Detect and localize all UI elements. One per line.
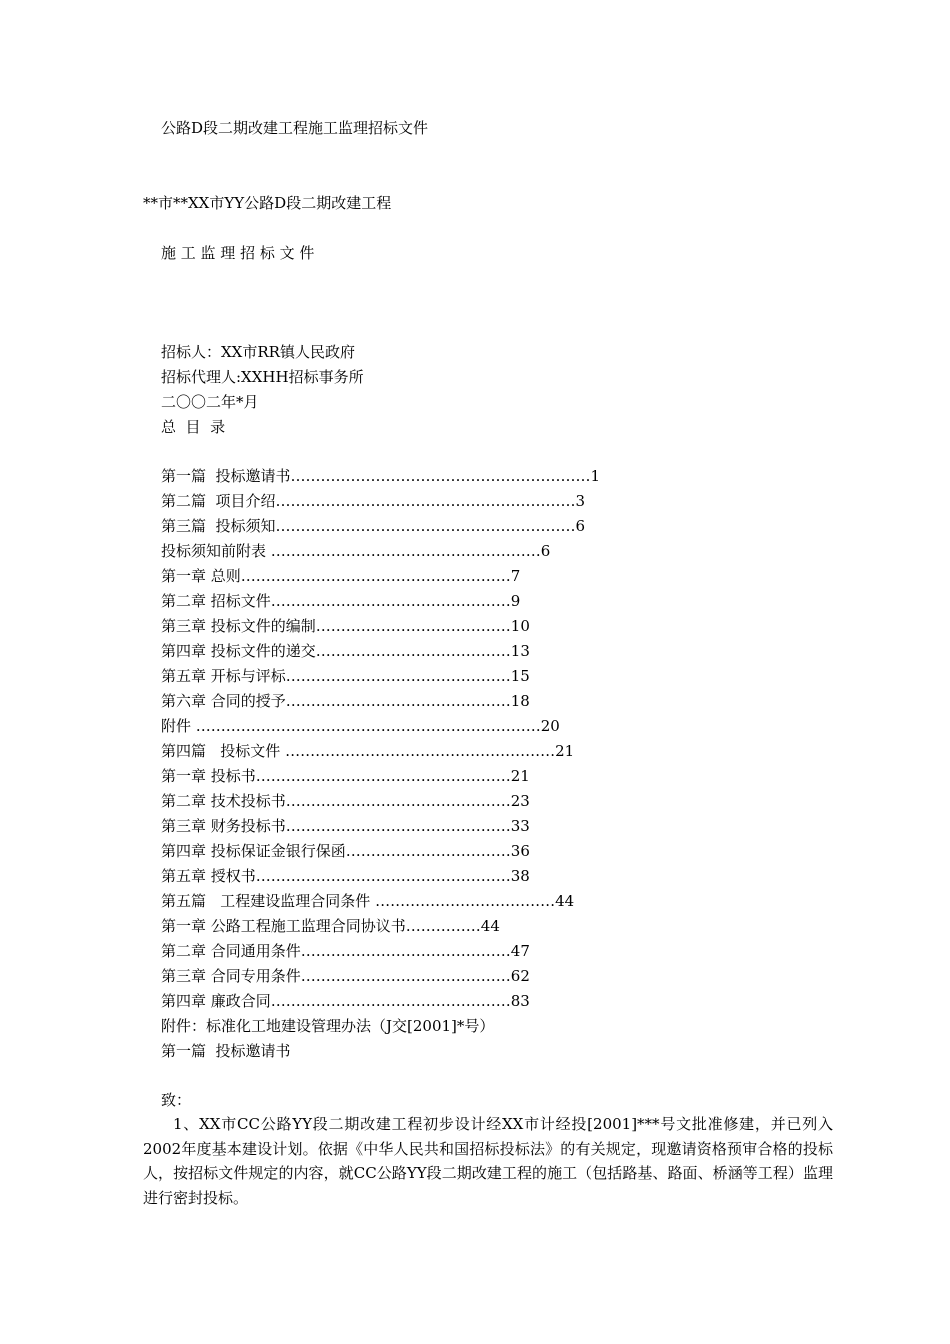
toc-item: 投标须知前附表 ………………………………………………6 [161,542,551,560]
toc-item: 第四章 投标文件的递交…………………………………13 [161,642,530,660]
toc-item: 第二章 招标文件…………………………………………9 [161,592,521,610]
toc-item: 第四篇 投标文件 ………………………………………………21 [161,742,575,760]
toc-item: 第四章 廉政合同…………………………………………83 [161,992,530,1010]
project-line: **市**XX市YY公路D段二期改建工程 [143,194,392,212]
salutation: 致： [161,1091,192,1109]
toc-item: 第六章 合同的授予………………………………………18 [161,692,530,710]
toc-item: 第五章 授权书……………………………………………38 [161,867,530,885]
toc-item: 第三章 投标文件的编制…………………………………10 [161,617,530,635]
toc-item: 第一篇 投标邀请书……………………………………………………1 [161,467,601,485]
toc-item: 第五章 开标与评标………………………………………15 [161,667,530,685]
toc-item: 第二章 合同通用条件……………………………………47 [161,942,530,960]
toc-item: 第三章 财务投标书………………………………………33 [161,817,530,835]
issue-date: 二〇〇二年*月 [161,393,259,411]
tender-agent: 招标代理人:XXHH招标事务所 [161,368,364,386]
toc-item: 第三章 合同专用条件……………………………………62 [161,967,530,985]
toc-item: 附件 ……………………………………………………………20 [161,717,560,735]
body-paragraph: 1、XX市CC公路YY段二期改建工程初步设计经XX市计经投[2001]***号文批准修建，并已列入2002年度基本建设计划。依据《中华人民共和国招标投标法》的有关规定，现邀请资格预审合格的投标人，按招标文件规定的内容，就CC公路YY段二期改建工程的施工（包括路基、路面、桥涵等工程）监理进行密封投标。 [143,1115,833,1207]
toc-item: 第四章 投标保证金银行保函……………………………36 [161,842,530,860]
header-title: 公路D段二期改建工程施工监理招标文件 [161,119,429,137]
tenderer: 招标人：XX市RR镇人民政府 [161,343,355,361]
toc-item: 第二篇 项目介绍……………………………………………………3 [161,492,586,510]
toc-item: 第一章 公路工程施工监理合同协议书……………44 [161,917,500,935]
section-heading: 第一篇 投标邀请书 [161,1042,291,1060]
toc-item: 附件：标准化工地建设管理办法（J交[2001]*号） [161,1017,495,1035]
toc-item: 第五篇 工程建设监理合同条件 ………………………………44 [161,892,575,910]
toc-item: 第一章 投标书……………………………………………21 [161,767,530,785]
toc-heading: 总 目 录 [161,418,226,436]
document-title: 施 工 监 理 招 标 文 件 [161,244,315,262]
toc-item: 第二章 技术投标书………………………………………23 [161,792,530,810]
toc-item: 第三篇 投标须知……………………………………………………6 [161,517,586,535]
toc-item: 第一章 总则………………………………………………7 [161,567,521,585]
